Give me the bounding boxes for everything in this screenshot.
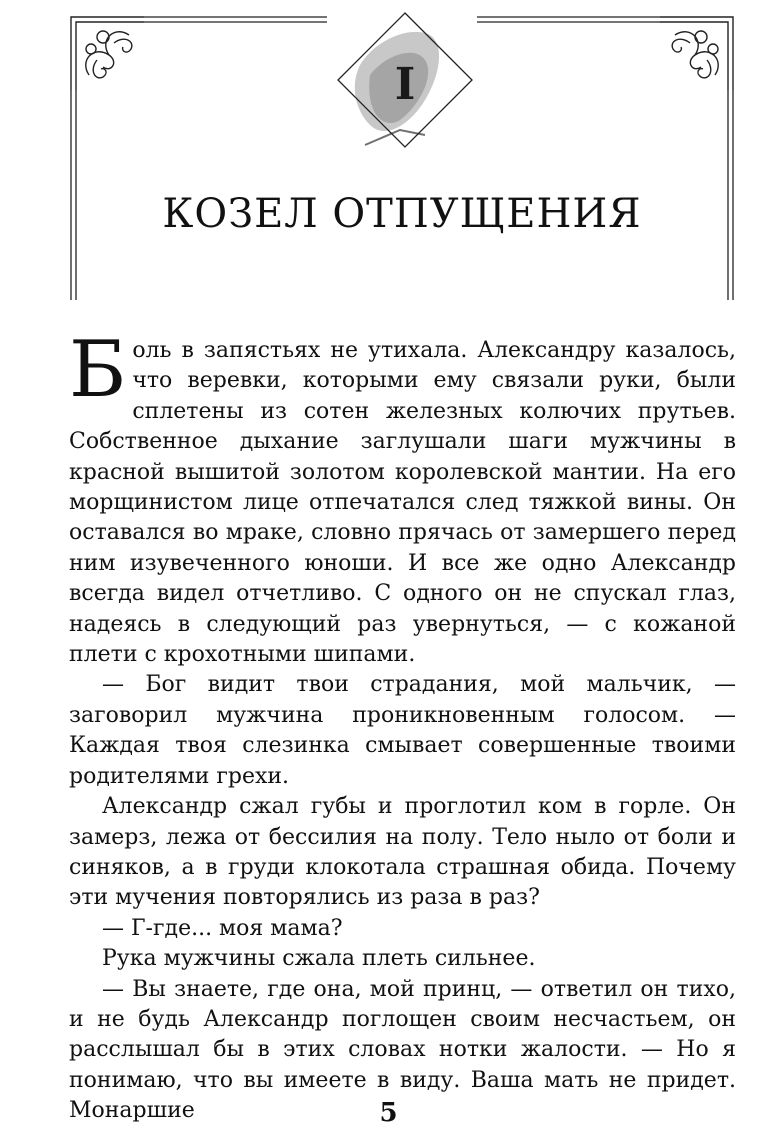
paragraph: [69, 325, 736, 670]
chapter-body: [69, 325, 736, 1127]
chapter-number-emblem: [330, 5, 480, 155]
page-number: 5: [379, 1098, 398, 1128]
paragraph: — Вы знаете, где она, мой принц, — ответил он тихо, и не будь Александр поглощен своим несчастьем, он расслышал бы в этих словах нотки жалости. — Но я понимаю, что вы имеете в виду. Ваша мать не придет. Монаршие: [69, 976, 736, 1124]
drop-cap: Б: [69, 325, 127, 415]
chapter-title: КОЗЕЛ ОТПУЩЕНИЯ: [162, 191, 642, 237]
corner-ornament-left: [71, 17, 144, 90]
paragraph: Рука мужчины сжала плеть сильнее.: [102, 946, 536, 972]
corner-ornament-right: [660, 17, 733, 90]
paragraph: Александр сжал губы и проглотил ком в горле. Он замерз, лежа от бессилия на полу. Тело ныло от боли и синяков, а в груди клокотала страшная обида. Почему эти мучения повторялись из раза в раз?: [69, 794, 736, 911]
paragraph: — Г-где... моя мама?: [102, 915, 343, 941]
paragraph: — Бог видит твои страдания, мой мальчик, — заговорил мужчина проникновенным голосом. — Каждая твоя слезинка смывает совершенные твоими родителями грехи.: [69, 672, 736, 789]
chapter-numeral: I: [394, 59, 416, 110]
paragraph-text: оль в запястьях не утихала. Александру казалось, что веревки, которыми ему связали руки, были сплетены из сотен железных колючих прутьев. Собственное дыхание заглушали шаги мужчины в красной вышитой золотом королевской мантии. На его морщинистом лице отпечатался след тяжкой вины. Он оставался во мраке, словно прячась от замершего перед ним изувеченного юноши. И все же одно Александр всегда видел отчетливо. С одного он не спускал глаз, надеясь в следующий раз увернуться, — с кожаной плети с крохотными шипами.: [69, 338, 736, 668]
